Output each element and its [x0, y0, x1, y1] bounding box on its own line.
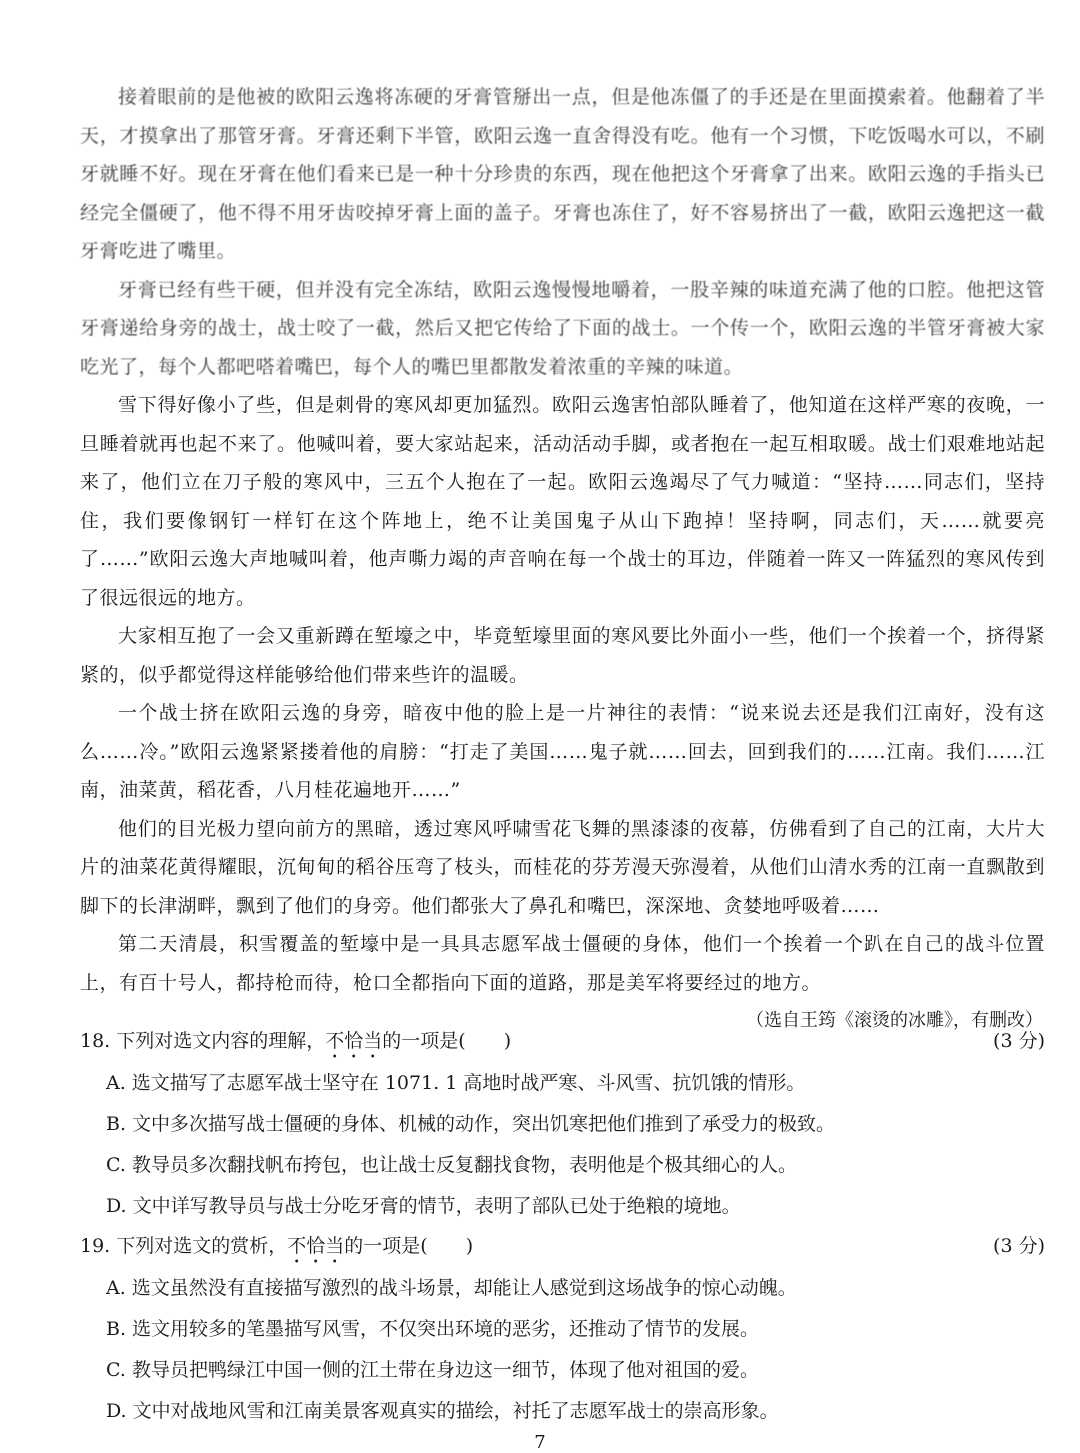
passage-paragraph: 接着眼前的是他被的欧阳云逸将冻硬的牙膏管掰出一点，但是他冻僵了的手还是在里面摸索着。他翻着了半天，才摸拿出了那管牙膏。牙膏还剩下半管，欧阳云逸一直舍得没有吃。他有一个习惯，下吃饭喝水可以，不刷牙就睡不好。现在牙膏在他们看来已是一种十分珍贵的东西，现在他把这个牙膏拿了出来。欧阳云逸的手指头已经完全僵硬了，他不得不用牙齿咬掉牙膏上面的盖子。牙膏也冻住了，好不容易挤出了一截，欧阳云逸把这一截牙膏吃进了嘴里。 [80, 86, 1045, 262]
option-a[interactable]: A. 选文描写了志愿军战士坚守在 1071. 1 高地时战严寒、斗风雪、抗饥饿的情形。 [106, 1072, 806, 1094]
question-stem-text: 19. 下列对选文的赏析，不恰当的一项是( ) [80, 1235, 474, 1257]
page-number: 7 [534, 1432, 546, 1453]
question-stem-text: 18. 下列对选文内容的理解，不恰当的一项是( ) [80, 1030, 512, 1052]
question-18 [80, 1022, 1045, 1227]
question-19 [80, 1227, 1045, 1432]
question-score: (3 分) [993, 1235, 1045, 1257]
reading-passage [80, 78, 1045, 1040]
passage-paragraph: 牙膏已经有些干硬，但并没有完全冻结，欧阳云逸慢慢地嚼着，一股辛辣的味道充满了他的口腔。他把这管牙膏递给身旁的战士，战士咬了一截，然后又把它传给了下面的战士。一个传一个，欧阳云逸的半管牙膏被大家吃光了，每个人都吧嗒着嘴巴，每个人的嘴巴里都散发着浓重的辛辣的味道。 [80, 278, 1045, 378]
passage-paragraph: 一个战士挤在欧阳云逸的身旁，暗夜中他的脸上是一片神往的表情：“说来说去还是我们江南好，没有这么……冷。”欧阳云逸紧紧搂着他的肩膀：“打走了美国……鬼子就……回去，回到我们的……江南。我们……江南，油菜黄，稻花香，八月桂花遍地开……” [80, 702, 1045, 801]
option-a[interactable]: A. 选文虽然没有直接描写激烈的战斗场景，却能让人感觉到这场战争的惊心动魄。 [106, 1277, 797, 1299]
option-c[interactable]: C. 教导员把鸭绿江中国一侧的江土带在身边这一细节，体现了他对祖国的爱。 [106, 1359, 759, 1381]
option-d[interactable]: D. 文中详写教导员与战士分吃牙膏的情节，表明了部队已处于绝粮的境地。 [106, 1195, 741, 1217]
question-section [80, 1022, 1045, 1432]
emphasis-text: 不恰当 [287, 1235, 345, 1257]
question-score: (3 分) [993, 1030, 1045, 1052]
question-stem [80, 1022, 1045, 1063]
option-d[interactable]: D. 文中对战地风雪和江南美景客观真实的描绘，衬托了志愿军战士的崇高形象。 [106, 1400, 779, 1422]
option-c[interactable]: C. 教导员多次翻找帆布挎包，也让战士反复翻找食物，表明他是个极其细心的人。 [106, 1154, 797, 1176]
passage-source: （选自王筠《滚烫的冰雕》，有删改） [746, 1010, 1043, 1031]
passage-paragraph: 第二天清晨，积雪覆盖的堑壕中是一具具志愿军战士僵硬的身体，他们一个挨着一个趴在自己的战斗位置上，有百十号人，都持枪而待，枪口全都指向下面的道路，那是美军将要经过的地方。 [80, 933, 1045, 994]
passage-paragraph: 雪下得好像小了些，但是刺骨的寒风却更加猛烈。欧阳云逸害怕部队睡着了，他知道在这样严寒的夜晚，一旦睡着就再也起不来了。他喊叫着，要大家站起来，活动活动手脚，或者抱在一起互相取暖。战士们艰难地站起来了，他们立在刀子般的寒风中，三五个人抱在了一起。欧阳云逸竭尽了气力喊道：“坚持……同志们，坚持住，我们要像钢钉一样钉在这个阵地上，绝不让美国鬼子从山下跑掉！坚持啊，同志们，天……就要亮了……”欧阳云逸大声地喊叫着，他声嘶力竭的声音响在每一个战士的耳边，伴随着一阵又一阵猛烈的寒风传到了很远很远的地方。 [80, 394, 1045, 609]
emphasis-text: 不恰当 [325, 1030, 383, 1052]
passage-paragraph: 他们的目光极力望向前方的黑暗，透过寒风呼啸雪花飞舞的黑漆漆的夜幕，仿佛看到了自己的江南，大片大片的油菜花黄得耀眼，沉甸甸的稻谷压弯了枝头，而桂花的芬芳漫天弥漫着，从他们山清水秀的江南一直飘散到脚下的长津湖畔，飘到了他们的身旁。他们都张大了鼻孔和嘴巴，深深地、贪婪地呼吸着…… [80, 817, 1045, 917]
option-b[interactable]: B. 选文用较多的笔墨描写风雪，不仅突出环境的恶劣，还推动了情节的发展。 [106, 1318, 760, 1340]
question-stem [80, 1227, 1045, 1268]
option-b[interactable]: B. 文中多次描写战士僵硬的身体、机械的动作，突出饥寒把他们推到了承受力的极致。 [106, 1113, 836, 1135]
passage-paragraph: 大家相互抱了一会又重新蹲在堑壕之中，毕竟堑壕里面的寒风要比外面小一些，他们一个挨着一个，挤得紧紧的，似乎都觉得这样能够给他们带来些许的温暖。 [80, 625, 1045, 686]
